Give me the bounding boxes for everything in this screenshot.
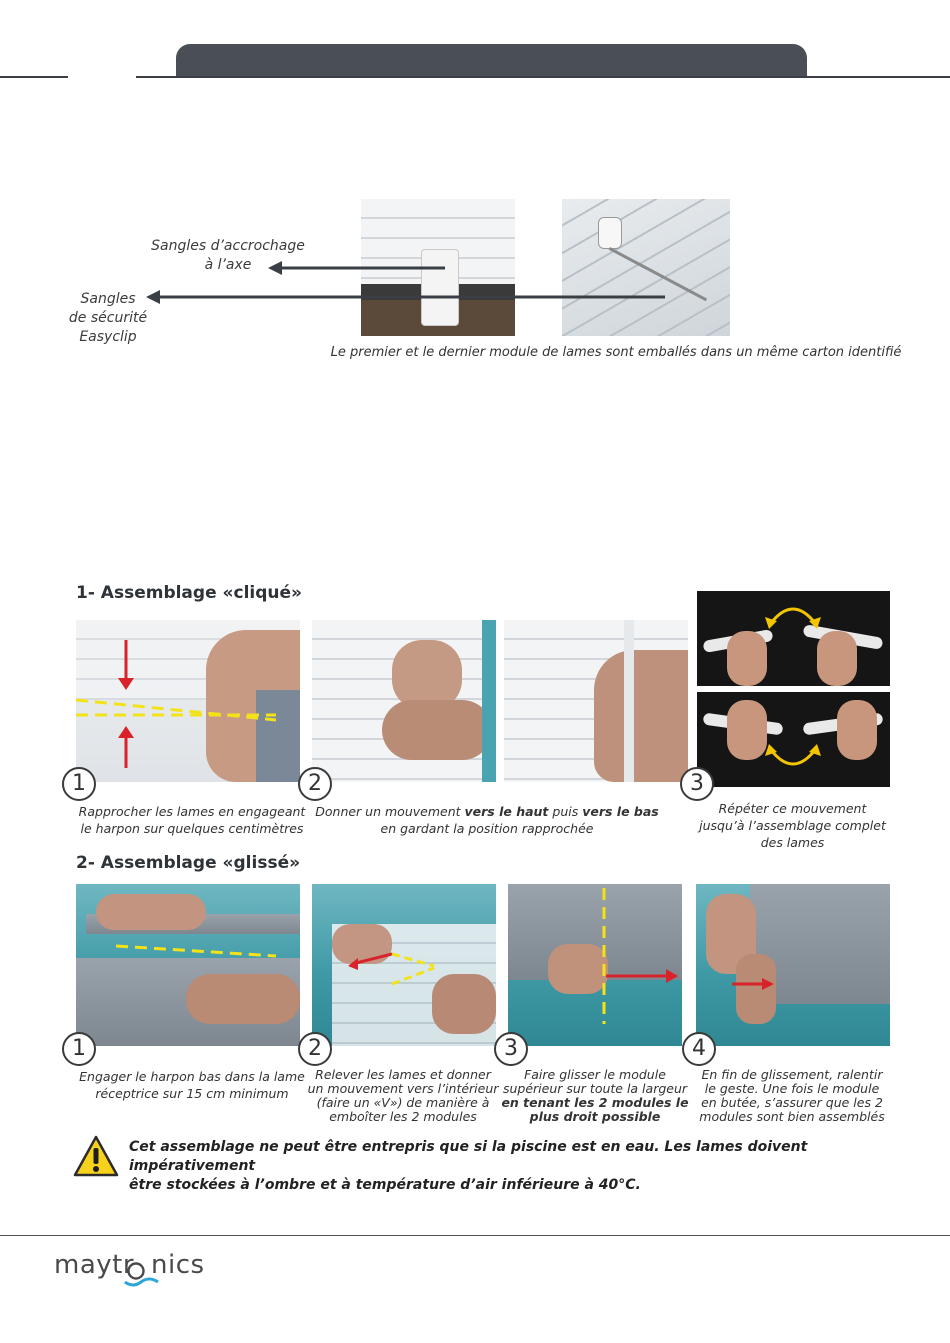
s2-step4-number: 4 [682, 1032, 716, 1066]
arrow-head-safety [146, 290, 160, 304]
footer-rule [0, 1235, 950, 1236]
red-arrowhead-short [762, 978, 774, 990]
section1-title: 1- Assemblage «cliqué» [76, 583, 303, 603]
v-guide-1 [392, 954, 434, 966]
rotate-arrow-top [771, 609, 815, 623]
photo-s2-step3 [508, 884, 682, 1046]
s2-step1-caption: Engager le harpon bas dans la lame réceptrice sur 15 cm minimum [79, 1069, 305, 1101]
dashed-guide-1 [76, 700, 276, 720]
photo-s1-step3b [697, 692, 890, 787]
s2-step1-number: 1 [62, 1032, 96, 1066]
maytronics-logo: maytr nics [54, 1250, 205, 1280]
red-arrowhead-left [348, 958, 358, 970]
photo-s1-step3a [697, 591, 890, 686]
header-rule-right [136, 76, 950, 78]
header-rule-left [0, 76, 68, 78]
photo-s1-step2b [504, 620, 688, 782]
red-arrowhead-right [666, 969, 678, 983]
s2-step2-caption: Relever les lames et donner un mouvement vers l’intérieur (faire un «V») de manière à emboîter les 2 modules [307, 1067, 499, 1124]
rotate-arrow-bottom [771, 750, 815, 764]
red-arrowhead-up [118, 726, 134, 738]
s1-step2-caption: Donner un mouvement vers le haut puis vers le bas en gardant la position rapprochée [315, 804, 659, 836]
section2-title: 2- Assemblage «glissé» [76, 853, 301, 873]
photo-s2-step4 [696, 884, 890, 1046]
top-figure-caption: Le premier et le dernier module de lames sont emballés dans un même carton identifié [330, 345, 902, 360]
v-guide-2 [392, 968, 434, 984]
pointer-arrows [140, 258, 670, 308]
s2-step3-caption: Faire glisser le module supérieur sur toute la largeur en tenant les 2 modules le plus droit possible [501, 1067, 689, 1124]
red-arrowhead-down [118, 678, 134, 690]
s2-step4-caption: En fin de glissement, ralentir le geste. Une fois le module en butée, s’assurer que les 2 modules sont bien assemblés [699, 1067, 885, 1124]
photo-s2-step1 [76, 884, 300, 1046]
logo-wave-icon [124, 1258, 160, 1292]
s2-step3-number: 3 [494, 1032, 528, 1066]
photo-s1-step1 [76, 620, 300, 782]
arrow-head-axis [268, 261, 282, 275]
s1-step2-number: 2 [298, 767, 332, 801]
warning-icon [73, 1135, 119, 1177]
photo-s2-step2 [312, 884, 496, 1046]
s1-step3-caption: Répéter ce mouvement jusqu’à l’assemblage complet des lames [699, 801, 886, 850]
label-safety-straps: Sangles de sécurité Easyclip [68, 291, 148, 345]
photo-s1-step2a [312, 620, 496, 782]
label-straps-axis: Sangles d’accrochage à l’axe [151, 238, 305, 273]
s1-step1-number: 1 [62, 767, 96, 801]
s1-step1-caption: Rapprocher les lames en engageant le harpon sur quelques centimètres [78, 804, 306, 836]
warning-text: Cet assemblage ne peut être entrepris que si la piscine est en eau. Les lames doivent impérativement être stockées à l’ombre et à température d’air inférieure à 40°C. [129, 1139, 808, 1193]
header-bar [176, 44, 807, 78]
s1-step3-number: 3 [680, 767, 714, 801]
s2-step2-number: 2 [298, 1032, 332, 1066]
dashed-guide-3 [116, 946, 276, 956]
